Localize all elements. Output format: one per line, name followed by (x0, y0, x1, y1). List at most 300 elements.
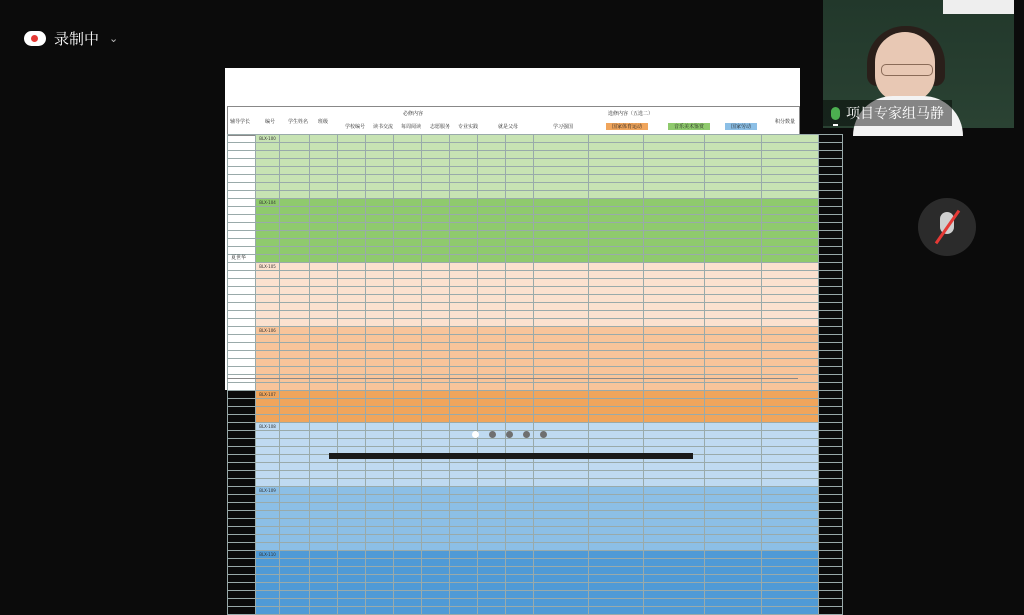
table-cell (338, 143, 366, 151)
table-row (228, 359, 843, 367)
table-cell (762, 239, 819, 247)
table-cell (422, 175, 450, 183)
table-row (228, 575, 843, 583)
table-cell (394, 519, 422, 527)
table-cell (705, 167, 762, 175)
table-cell (338, 303, 366, 311)
table-cell (589, 223, 644, 231)
table-cell (762, 199, 819, 207)
table-cell (762, 535, 819, 543)
table-cell (450, 295, 478, 303)
table-cell (506, 599, 534, 607)
table-cell (644, 439, 705, 447)
table-cell (644, 295, 705, 303)
table-cell (338, 583, 366, 591)
table-cell (705, 495, 762, 503)
table-cell (256, 231, 280, 239)
table-cell (589, 327, 644, 335)
table-cell (228, 151, 256, 159)
table-cell (534, 327, 589, 335)
table-cell: BLX-108 (256, 423, 280, 431)
table-cell (644, 151, 705, 159)
table-cell (280, 503, 310, 511)
header-elec-3: 国家体育运动 (606, 123, 648, 130)
table-cell (589, 415, 644, 423)
table-cell (422, 247, 450, 255)
table-cell (280, 263, 310, 271)
page-dot[interactable] (506, 431, 513, 438)
table-cell (705, 511, 762, 519)
table-cell: BLX-109 (256, 487, 280, 495)
table-cell (705, 343, 762, 351)
table-cell (589, 583, 644, 591)
table-cell (478, 207, 506, 215)
table-cell (762, 295, 819, 303)
table-row (228, 207, 843, 215)
table-cell (422, 191, 450, 199)
table-cell (450, 503, 478, 511)
header-req-2: 读书交流 (373, 124, 394, 130)
table-cell (256, 319, 280, 327)
table-cell (310, 343, 338, 351)
table-cell (310, 503, 338, 511)
table-cell (228, 447, 256, 455)
table-cell (450, 591, 478, 599)
table-cell (450, 231, 478, 239)
table-cell (819, 351, 843, 359)
table-cell (644, 535, 705, 543)
table-cell (478, 415, 506, 423)
table-cell (310, 551, 338, 559)
table-cell (705, 519, 762, 527)
table-cell (310, 175, 338, 183)
table-cell (280, 159, 310, 167)
table-cell (228, 391, 256, 399)
table-cell (422, 199, 450, 207)
table-row (228, 479, 843, 487)
table-cell (534, 311, 589, 319)
table-cell: BLX-106 (256, 327, 280, 335)
table-cell (450, 319, 478, 327)
tutor-name: 夏世华 (231, 255, 247, 261)
table-cell (478, 487, 506, 495)
table-cell (310, 543, 338, 551)
table-cell (280, 391, 310, 399)
table-cell (228, 495, 256, 503)
table-cell (256, 607, 280, 615)
table-row (228, 151, 843, 159)
table-cell (819, 215, 843, 223)
table-cell (228, 135, 256, 143)
table-cell (228, 463, 256, 471)
table-cell (310, 591, 338, 599)
header-elective: 选修内容（五选二） (608, 111, 654, 117)
table-cell (394, 551, 422, 559)
table-cell (228, 207, 256, 215)
table-cell (394, 535, 422, 543)
table-cell (506, 327, 534, 335)
table-cell (506, 151, 534, 159)
table-cell (366, 183, 394, 191)
table-cell: BLX-110 (256, 551, 280, 559)
table-cell (256, 407, 280, 415)
table-cell (394, 215, 422, 223)
table-cell (506, 239, 534, 247)
table-cell (819, 487, 843, 495)
table-cell (228, 399, 256, 407)
table-cell (422, 367, 450, 375)
table-cell (338, 607, 366, 615)
table-cell (256, 183, 280, 191)
table-cell (422, 495, 450, 503)
table-row (228, 495, 843, 503)
table-cell (394, 399, 422, 407)
table-row (228, 199, 843, 207)
table-cell: BLX-105 (256, 263, 280, 271)
table-cell (644, 175, 705, 183)
table-cell (819, 495, 843, 503)
table-cell (338, 527, 366, 535)
page-dot[interactable] (523, 431, 530, 438)
table-cell: BLX-107 (256, 391, 280, 399)
table-cell (506, 319, 534, 327)
table-cell (228, 231, 256, 239)
table-cell (589, 439, 644, 447)
table-cell (310, 255, 338, 263)
table-cell (534, 519, 589, 527)
table-cell (366, 359, 394, 367)
page-dot[interactable] (489, 431, 496, 438)
mute-button[interactable] (918, 198, 976, 256)
table-cell (589, 383, 644, 391)
table-cell (506, 303, 534, 311)
participant-video-tile[interactable] (823, 0, 1014, 128)
table-row (228, 439, 843, 447)
table-cell (819, 463, 843, 471)
chevron-down-icon[interactable]: ⌄ (109, 32, 119, 45)
recording-indicator[interactable] (24, 28, 118, 49)
table-cell (644, 471, 705, 479)
table-cell (280, 351, 310, 359)
header-student: 学生姓名 (288, 119, 309, 125)
page-dot[interactable] (540, 431, 547, 438)
table-cell (422, 351, 450, 359)
table-cell (506, 511, 534, 519)
table-cell (819, 599, 843, 607)
table-cell (394, 135, 422, 143)
table-cell (422, 415, 450, 423)
table-cell (228, 543, 256, 551)
table-cell (228, 487, 256, 495)
table-cell (450, 527, 478, 535)
table-cell (422, 559, 450, 567)
table-cell (256, 439, 280, 447)
table-cell (310, 495, 338, 503)
table-cell (280, 279, 310, 287)
table-cell (506, 351, 534, 359)
table-cell (366, 367, 394, 375)
table-cell (644, 463, 705, 471)
table-cell (506, 535, 534, 543)
table-cell (506, 591, 534, 599)
table-cell (589, 143, 644, 151)
table-cell (422, 543, 450, 551)
table-cell (394, 167, 422, 175)
table-cell (310, 311, 338, 319)
table-cell (819, 583, 843, 591)
table-cell (366, 343, 394, 351)
table-cell (338, 223, 366, 231)
table-cell (534, 535, 589, 543)
table-cell (705, 447, 762, 455)
table-cell (422, 343, 450, 351)
table-cell (280, 511, 310, 519)
table-cell (256, 367, 280, 375)
table-cell (506, 495, 534, 503)
table-cell (819, 231, 843, 239)
table-cell (506, 223, 534, 231)
table-cell (280, 319, 310, 327)
table-cell (478, 167, 506, 175)
header-elec-2: 学习强国 (553, 124, 574, 130)
table-cell (534, 271, 589, 279)
table-cell (819, 359, 843, 367)
table-cell (534, 503, 589, 511)
table-cell (394, 559, 422, 567)
table-cell (228, 167, 256, 175)
table-cell (589, 151, 644, 159)
table-cell (422, 575, 450, 583)
table-cell (228, 215, 256, 223)
table-cell (450, 487, 478, 495)
table-cell (506, 183, 534, 191)
table-cell (478, 271, 506, 279)
table-cell (338, 311, 366, 319)
table-cell (366, 175, 394, 183)
table-cell (589, 183, 644, 191)
table-cell (762, 479, 819, 487)
table-cell (705, 455, 762, 463)
table-cell (589, 391, 644, 399)
table-cell (394, 183, 422, 191)
table-cell (506, 527, 534, 535)
table-cell (644, 487, 705, 495)
table-cell (534, 415, 589, 423)
table-cell (422, 183, 450, 191)
table-cell (644, 223, 705, 231)
table-cell (338, 255, 366, 263)
table-cell (422, 463, 450, 471)
table-cell (644, 255, 705, 263)
table-cell (338, 183, 366, 191)
table-cell (819, 191, 843, 199)
table-cell (280, 287, 310, 295)
table-cell (422, 439, 450, 447)
table-cell (478, 351, 506, 359)
table-cell (762, 383, 819, 391)
table-cell (256, 271, 280, 279)
table-cell (705, 407, 762, 415)
table-cell (819, 175, 843, 183)
table-cell (228, 527, 256, 535)
table-cell (280, 343, 310, 351)
table-cell (450, 567, 478, 575)
table-cell (366, 159, 394, 167)
table-cell (394, 527, 422, 535)
participant-name: 项目专家组马静 (846, 106, 944, 122)
table-cell (705, 607, 762, 615)
table-cell (705, 207, 762, 215)
table-cell (310, 279, 338, 287)
table-cell (366, 199, 394, 207)
table-cell (506, 463, 534, 471)
table-cell (705, 303, 762, 311)
table-cell (310, 207, 338, 215)
table-row (228, 231, 843, 239)
table-row (228, 303, 843, 311)
table-cell (280, 143, 310, 151)
table-cell (589, 511, 644, 519)
table-cell (280, 207, 310, 215)
table-cell (450, 519, 478, 527)
table-cell (394, 359, 422, 367)
table-cell (338, 359, 366, 367)
table-cell (394, 143, 422, 151)
table-cell (819, 391, 843, 399)
table-cell (506, 175, 534, 183)
table-cell (762, 279, 819, 287)
table-cell (228, 519, 256, 527)
table-cell (422, 471, 450, 479)
table-cell (589, 135, 644, 143)
table-cell (478, 247, 506, 255)
table-cell (819, 207, 843, 215)
table-cell (422, 599, 450, 607)
table-cell (310, 519, 338, 527)
table-cell (280, 567, 310, 575)
table-cell (762, 583, 819, 591)
table-cell (366, 407, 394, 415)
table-cell (705, 359, 762, 367)
table-cell (366, 311, 394, 319)
table-cell (534, 151, 589, 159)
table-cell (422, 263, 450, 271)
table-cell (366, 423, 394, 431)
table-cell (589, 287, 644, 295)
table-cell (394, 351, 422, 359)
table-cell (762, 519, 819, 527)
page-dot[interactable] (472, 431, 479, 438)
table-cell (310, 191, 338, 199)
table-cell (394, 239, 422, 247)
table-header (227, 106, 800, 136)
table-cell (280, 247, 310, 255)
table-cell (338, 295, 366, 303)
table-cell (819, 151, 843, 159)
table-cell (644, 527, 705, 535)
table-cell (589, 535, 644, 543)
table-cell (644, 327, 705, 335)
table-cell (819, 399, 843, 407)
table-cell (280, 167, 310, 175)
table-cell (310, 583, 338, 591)
table-cell (280, 423, 310, 431)
table-cell (366, 215, 394, 223)
table-cell (256, 279, 280, 287)
table-cell (256, 463, 280, 471)
table-cell (819, 343, 843, 351)
table-cell (762, 319, 819, 327)
table-cell (705, 215, 762, 223)
table-cell (394, 335, 422, 343)
table-cell (819, 479, 843, 487)
table-cell (228, 471, 256, 479)
table-row (228, 135, 843, 143)
table-cell (478, 599, 506, 607)
table-cell (256, 287, 280, 295)
table-cell (280, 383, 310, 391)
table-cell (422, 407, 450, 415)
table-cell (256, 207, 280, 215)
table-cell (705, 327, 762, 335)
table-row (228, 175, 843, 183)
table-cell (338, 551, 366, 559)
table-cell (310, 407, 338, 415)
table-cell (228, 511, 256, 519)
table-cell (534, 551, 589, 559)
table-cell (450, 247, 478, 255)
table-cell (705, 311, 762, 319)
table-cell (534, 479, 589, 487)
table-row (228, 559, 843, 567)
table-cell (705, 583, 762, 591)
table-cell (422, 527, 450, 535)
table-cell (589, 471, 644, 479)
table-cell (338, 263, 366, 271)
table-cell (589, 303, 644, 311)
table-cell (394, 479, 422, 487)
table-cell (705, 351, 762, 359)
table-cell (280, 575, 310, 583)
table-cell (762, 367, 819, 375)
table-cell (450, 175, 478, 183)
table-cell (256, 599, 280, 607)
table-cell (366, 319, 394, 327)
table-cell (310, 247, 338, 255)
table-cell (450, 215, 478, 223)
table-cell (450, 575, 478, 583)
table-cell (450, 559, 478, 567)
table-cell (450, 543, 478, 551)
table-cell (280, 463, 310, 471)
header-required: 必修内容 (403, 111, 424, 117)
table-cell (506, 231, 534, 239)
table-cell (422, 167, 450, 175)
table-cell (338, 471, 366, 479)
table-cell (280, 399, 310, 407)
table-cell (762, 143, 819, 151)
table-cell (422, 511, 450, 519)
table-cell (478, 535, 506, 543)
table-cell (422, 295, 450, 303)
page-indicator[interactable] (472, 431, 547, 438)
table-cell (644, 559, 705, 567)
table-cell (478, 559, 506, 567)
table-row (228, 143, 843, 151)
table-cell (506, 207, 534, 215)
table-cell (762, 343, 819, 351)
table-cell (256, 311, 280, 319)
